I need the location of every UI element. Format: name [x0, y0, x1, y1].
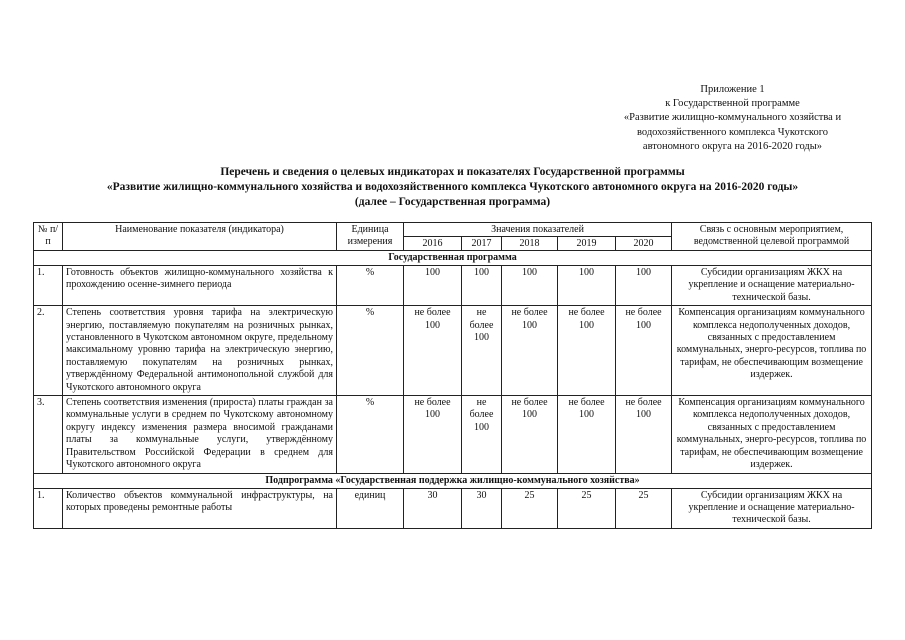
- appendix-line: к Государственной программе: [665, 98, 800, 110]
- row-value-2017: 100: [462, 266, 502, 306]
- row-num: 2.: [34, 306, 63, 396]
- appendix-header: [560, 83, 905, 154]
- row-indicator-name: Степень соответствия изменения (прироста) платы граждан за коммунальные услуги в среднем по Чукотскому автономному округу индексу изменения размера вносимой гражданами платы за коммунальные услуги, утверждённому Правительством Российской Федерации в среднем для Чукотского автономного округа: [63, 396, 337, 473]
- indicators-table: [33, 222, 872, 529]
- document-title: [0, 165, 905, 210]
- row-num: 1.: [34, 266, 63, 306]
- title-line: «Развитие жилищно-коммунального хозяйства и водохозяйственного комплекса Чукотского автономного округа на 2016-2020 годы»: [106, 181, 799, 193]
- row-value-2020: не более 100: [616, 306, 672, 396]
- row-value-2020: 100: [616, 266, 672, 306]
- appendix-line: Приложение 1: [700, 84, 765, 95]
- row-value-2016: не более 100: [404, 306, 462, 396]
- appendix-line: «Развитие жилищно-коммунального хозяйства и: [623, 112, 842, 124]
- header-values-group: Значения показателей: [404, 223, 672, 237]
- row-value-2016: 30: [404, 488, 462, 528]
- row-num: 3.: [34, 396, 63, 473]
- table-row: [34, 306, 872, 396]
- row-value-2019: 100: [558, 266, 616, 306]
- section-title: Подпрограмма «Государственная поддержка жилищно-коммунального хозяйства»: [34, 473, 872, 488]
- header-year: 2018: [502, 237, 558, 251]
- appendix-line: автономного округа на 2016-2020 годы»: [642, 140, 823, 152]
- table-row: [34, 396, 872, 473]
- row-link: Субсидии организациям ЖКХ на укрепление и оснащение материально-технической базы.: [672, 488, 872, 528]
- header-unit: Единица измерения: [337, 223, 404, 251]
- row-value-2018: 100: [502, 266, 558, 306]
- header-name: Наименование показателя (индикатора): [63, 223, 337, 251]
- row-unit: %: [337, 266, 404, 306]
- row-link: Компенсация организациям коммунального комплекса недополученных доходов, связанных с предоставлением коммунальных, энерго-ресурсов, топлива по тарифам, не обеспечивающим возмещение издержек.: [672, 396, 872, 473]
- row-value-2016: не более 100: [404, 396, 462, 473]
- row-value-2020: 25: [616, 488, 672, 528]
- table-header-row: [34, 223, 872, 237]
- section-row: [34, 251, 872, 266]
- section-row: [34, 473, 872, 488]
- row-link: Компенсация организациям коммунального комплекса недополученных доходов, связанных с предоставлением коммунальных, энерго-ресурсов, топлива по тарифам, не обеспечивающим возмещение издержек.: [672, 306, 872, 396]
- appendix-line: водохозяйственного комплекса Чукотского: [636, 126, 828, 138]
- row-value-2019: не более 100: [558, 396, 616, 473]
- row-indicator-name: Готовность объектов жилищно-коммунального хозяйства к прохождению осенне-зимнего периода: [63, 266, 337, 306]
- row-indicator-name: Количество объектов коммунальной инфраструктуры, на которых проведены ремонтные работы: [63, 488, 337, 528]
- row-unit: %: [337, 306, 404, 396]
- row-value-2019: не более 100: [558, 306, 616, 396]
- row-value-2020: не более 100: [616, 396, 672, 473]
- row-num: 1.: [34, 488, 63, 528]
- header-year: 2020: [616, 237, 672, 251]
- row-unit: %: [337, 396, 404, 473]
- row-value-2017: не более 100: [462, 306, 502, 396]
- row-value-2018: 25: [502, 488, 558, 528]
- row-link: Субсидии организациям ЖКХ на укрепление и оснащение материально-технической базы.: [672, 266, 872, 306]
- section-title: Государственная программа: [34, 251, 872, 266]
- header-link: Связь с основным мероприятием, ведомственной целевой программой: [672, 223, 872, 251]
- title-line: (далее – Государственная программа): [354, 196, 551, 208]
- row-unit: единиц: [337, 488, 404, 528]
- row-value-2016: 100: [404, 266, 462, 306]
- row-indicator-name: Степень соответствия уровня тарифа на электрическую энергию, поставляемую покупателям на розничных рынках, установленного в Чукотском автономном округе, предельному максимальному уровню тарифа на электрическую энергию, поставляемую покупателям на розничных рынках, утверждённому Федеральной антимонопольной службой для Чукотского автономного округа: [63, 306, 337, 396]
- title-line: Перечень и сведения о целевых индикаторах и показателях Государственной программы: [220, 166, 685, 178]
- row-value-2017: 30: [462, 488, 502, 528]
- header-year: 2017: [462, 237, 502, 251]
- row-value-2017: не более 100: [462, 396, 502, 473]
- header-num: № п/п: [34, 223, 63, 251]
- row-value-2019: 25: [558, 488, 616, 528]
- header-year: 2016: [404, 237, 462, 251]
- table-row: [34, 266, 872, 306]
- header-year: 2019: [558, 237, 616, 251]
- table-row: [34, 488, 872, 528]
- row-value-2018: не более 100: [502, 396, 558, 473]
- row-value-2018: не более 100: [502, 306, 558, 396]
